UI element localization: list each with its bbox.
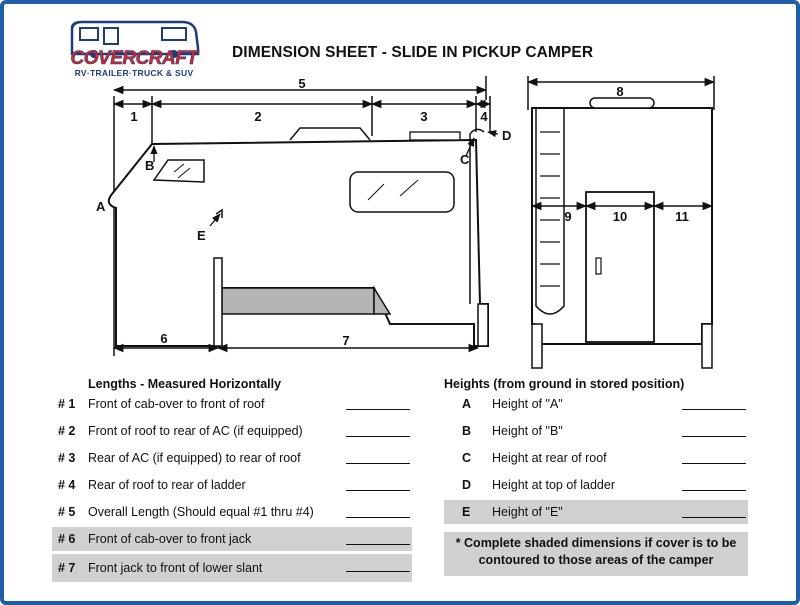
point-label-d: D [502,128,512,143]
logo-brand-text: COVERCRAFT [70,48,198,69]
length-row-7 [52,554,412,582]
height-answer-blank[interactable] [682,490,746,491]
page-title: DIMENSION SHEET - SLIDE IN PICKUP CAMPER [232,44,594,61]
point-label-e: E [197,228,206,243]
length-row-3 [52,446,412,470]
height-row-letter: E [462,505,471,519]
logo-tagline: RV·TRAILER·TRUCK & SUV [74,68,194,78]
length-row-label: Front of cab-over to front of roof [88,397,265,411]
dimension-label-4: 4 [480,109,488,124]
point-label-b: B [145,158,155,173]
height-row-b [444,419,748,443]
length-row-number: # 7 [58,561,76,575]
lengths-heading: Lengths - Measured Horizontally [88,377,282,391]
dimension-label-1: 1 [130,109,138,124]
height-row-letter: A [462,397,472,411]
height-row-label: Height of "A" [492,397,563,411]
heights-heading: Heights (from ground in stored position) [444,377,685,391]
height-row-letter: D [462,478,472,492]
height-row-a [444,392,748,416]
length-answer-blank[interactable] [346,571,410,572]
length-row-label: Front of roof to rear of AC (if equipped) [88,424,303,438]
length-answer-blank[interactable] [346,544,410,545]
length-answer-blank[interactable] [346,490,410,491]
length-row-1 [52,392,412,416]
length-row-5 [52,500,412,524]
length-row-number: # 2 [58,424,76,438]
height-row-label: Height at rear of roof [492,451,607,465]
side-view [109,76,490,356]
length-row-2 [52,419,412,443]
length-row-label: Front of cab-over to front jack [88,532,252,546]
dimension-label-2: 2 [254,109,262,124]
height-row-e [444,500,748,524]
shaded-dimensions-note: * Complete shaded dimensions if cover is to be contoured to those areas of the camper [444,532,748,576]
dimension-label-3: 3 [420,109,428,124]
dimension-label-9: 9 [564,209,572,224]
length-answer-blank[interactable] [346,436,410,437]
height-row-label: Height at top of ladder [492,478,615,492]
dimension-label-8: 8 [616,84,624,99]
point-label-c: C [460,152,470,167]
length-row-number: # 4 [58,478,76,492]
height-row-d [444,473,748,497]
dimension-label-10: 10 [612,209,628,224]
height-answer-blank[interactable] [682,409,746,410]
height-row-c [444,446,748,470]
camper-diagram [4,4,796,374]
dimension-label-5: 5 [298,76,306,91]
dimension-label-7: 7 [342,333,350,348]
dimension-label-6: 6 [160,331,168,346]
length-row-number: # 1 [58,397,76,411]
height-row-letter: C [462,451,472,465]
side-top-dimensions [114,90,490,104]
length-row-number: # 3 [58,451,76,465]
height-row-letter: B [462,424,472,438]
length-row-label: Rear of AC (if equipped) to rear of roof [88,451,301,465]
height-answer-blank[interactable] [682,517,746,518]
length-answer-blank[interactable] [346,409,410,410]
length-answer-blank[interactable] [346,463,410,464]
height-row-label: Height of "B" [492,424,563,438]
length-row-number: # 5 [58,505,76,519]
length-row-label: Overall Length (Should equal #1 thru #4) [88,505,314,519]
point-label-a: A [96,199,106,214]
height-answer-blank[interactable] [682,463,746,464]
length-row-label: Rear of roof to rear of ladder [88,478,246,492]
height-answer-blank[interactable] [682,436,746,437]
length-answer-blank[interactable] [346,517,410,518]
length-row-6 [52,527,412,551]
length-row-number: # 6 [58,532,76,546]
height-row-label: Height of "E" [492,505,563,519]
length-row-4 [52,473,412,497]
length-row-label: Front jack to front of lower slant [88,561,263,575]
dimension-label-11: 11 [675,209,689,224]
